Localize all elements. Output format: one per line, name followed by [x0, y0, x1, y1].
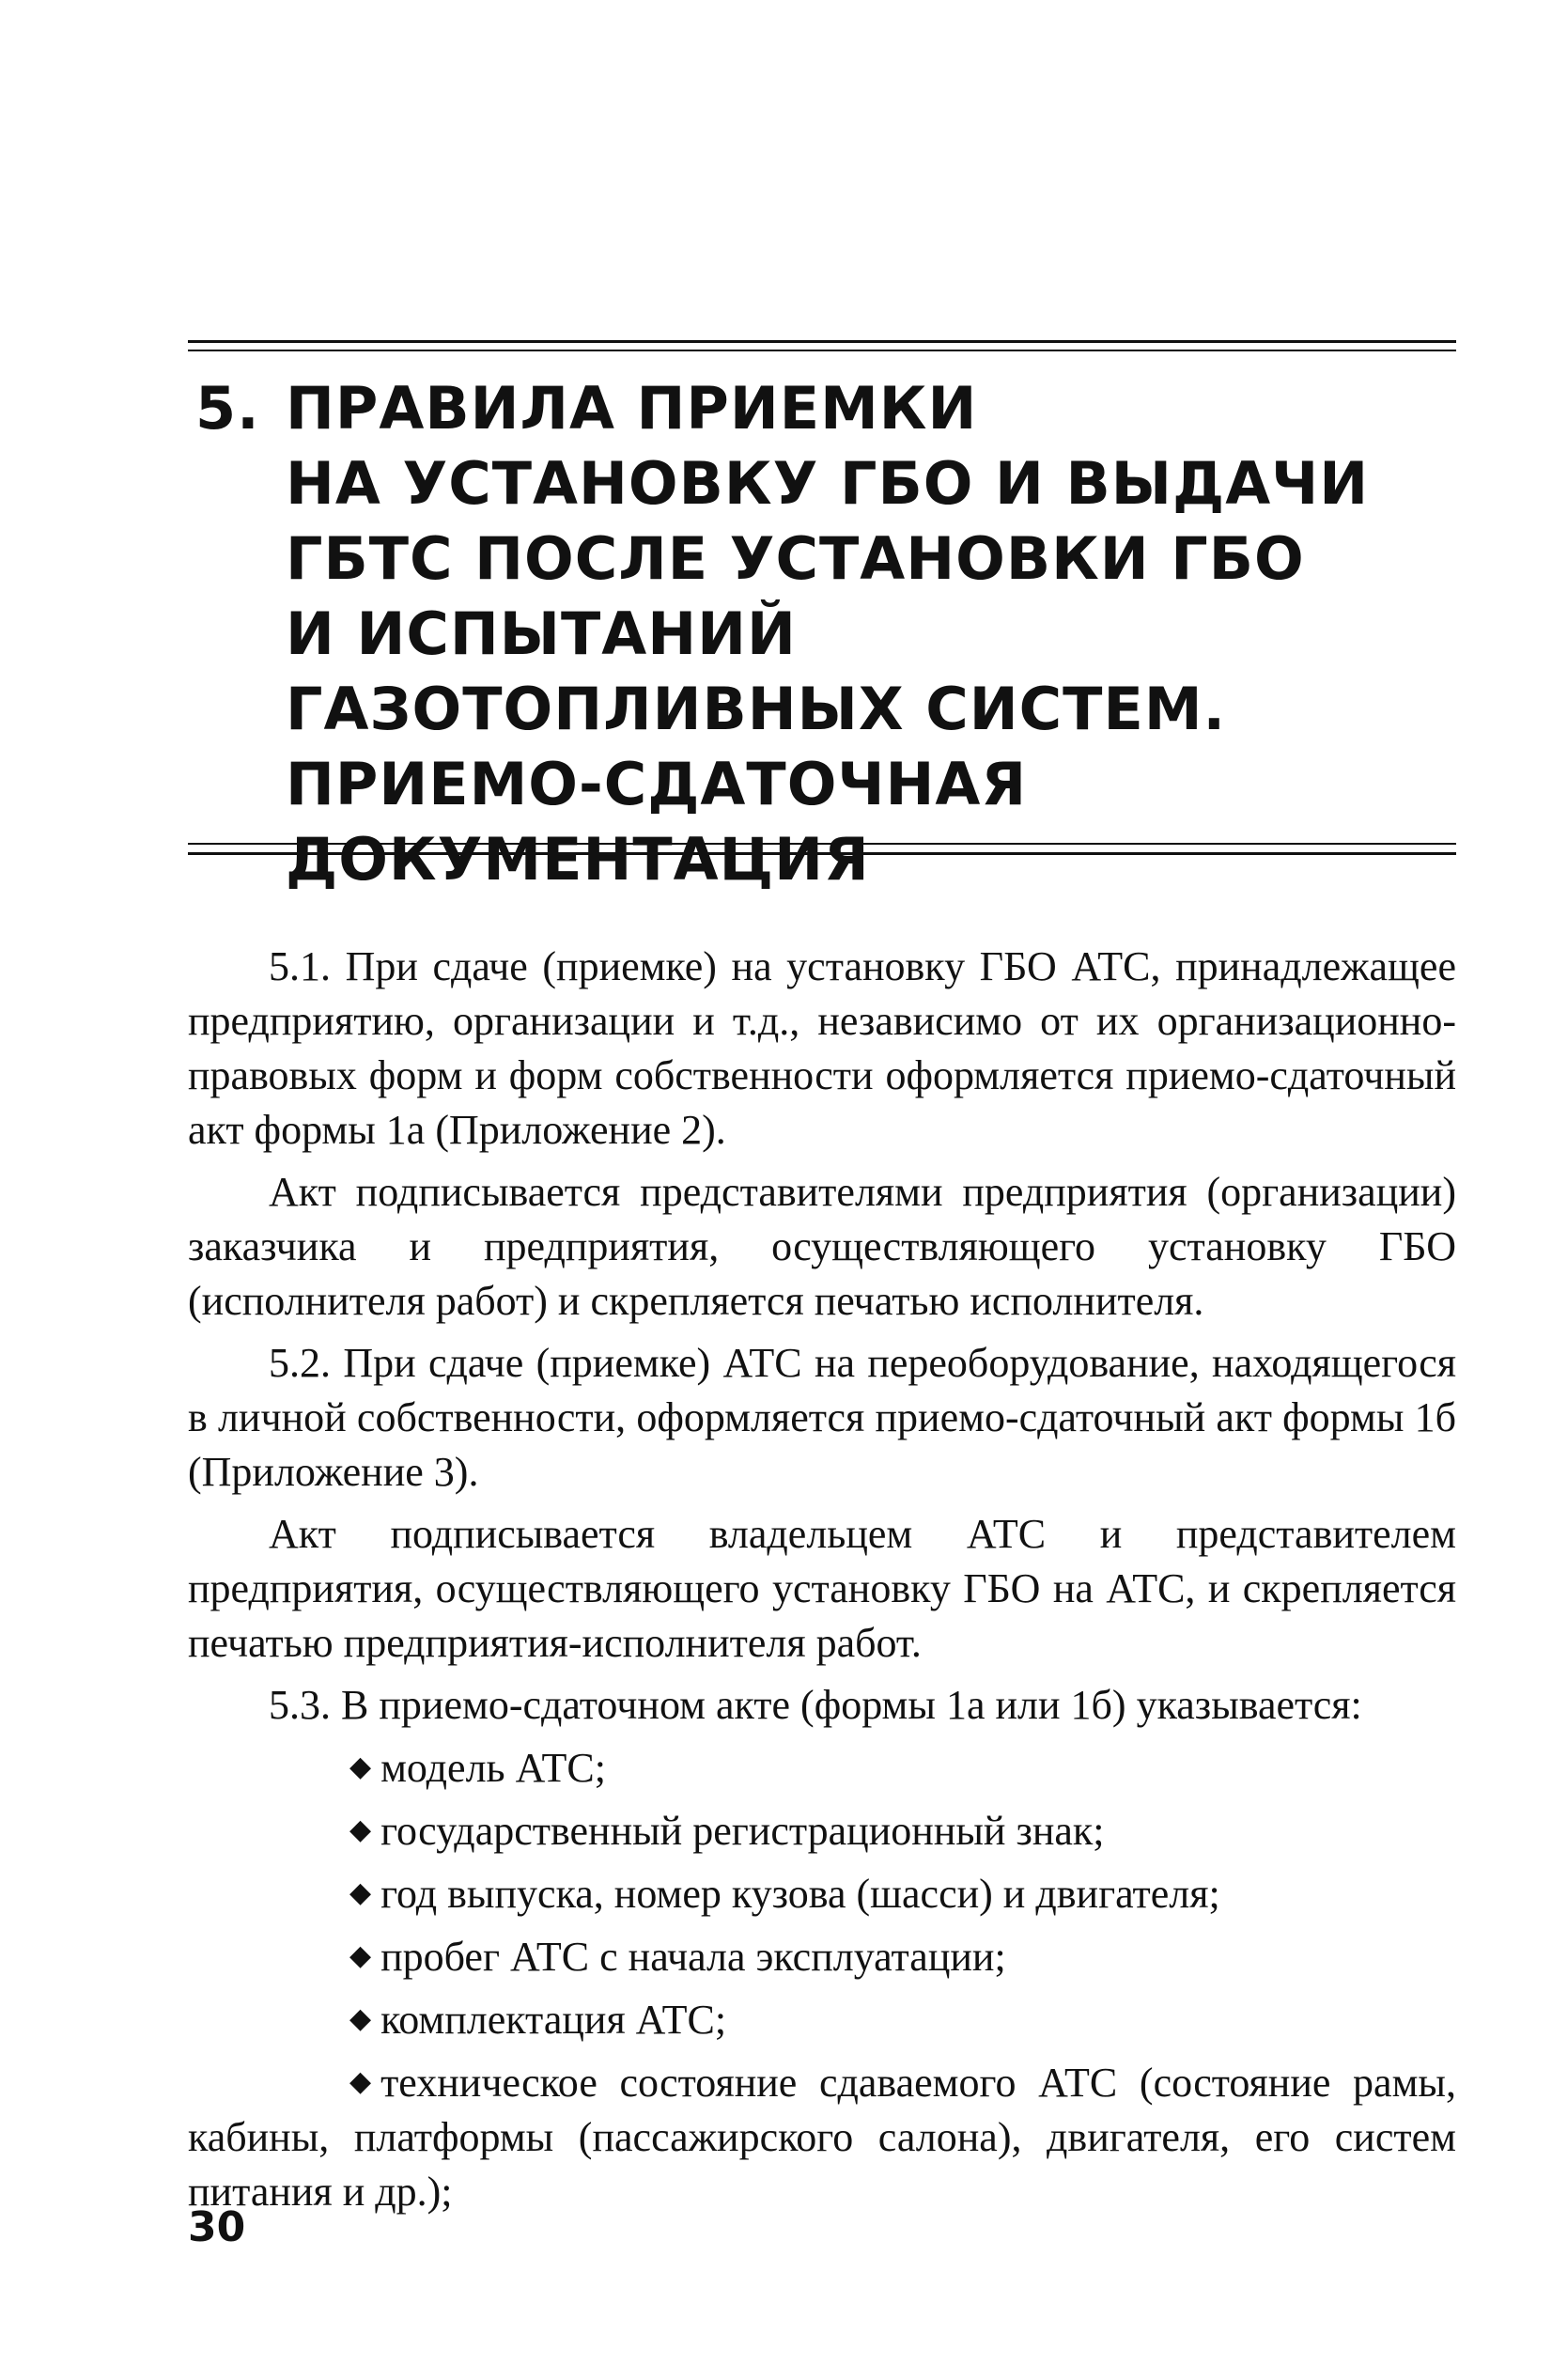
list-item: ◆ техническое состояние сдаваемого АТС (состояние рамы, кабины, платформы (пассажирского салона), двигателя, его систем питания и др.);	[188, 2055, 1456, 2219]
black-diamond-icon: ◆	[349, 1751, 372, 1782]
top-rule-thick	[188, 340, 1456, 343]
section-heading	[195, 371, 1454, 897]
body-text	[188, 940, 1456, 2227]
list-item: ◆ модель АТС;	[188, 1740, 1456, 1796]
bottom-rule-thin	[188, 843, 1456, 845]
black-diamond-icon: ◆	[349, 1940, 372, 1971]
bottom-rule-thick	[188, 852, 1456, 855]
heading-line-1: 5. ПРАВИЛА ПРИЕМКИ	[195, 371, 1454, 446]
list-item: ◆ пробег АТС с начала эксплуатации;	[188, 1929, 1456, 1984]
list-item: ◆ комплектация АТС;	[188, 1992, 1456, 2047]
heading-line-5: ГАЗОТОПЛИВНЫХ СИСТЕМ.	[286, 675, 1227, 743]
heading-line-2: НА УСТАНОВКУ ГБО И ВЫДАЧИ	[286, 449, 1370, 518]
page-number: 30	[188, 2203, 246, 2251]
heading-line-3: ГБТС ПОСЛЕ УСТАНОВКИ ГБО	[286, 524, 1305, 593]
black-diamond-icon: ◆	[349, 1877, 372, 1908]
list-item: ◆ государственный регистрационный знак;	[188, 1803, 1456, 1859]
top-rule-thin	[188, 350, 1456, 351]
black-diamond-icon: ◆	[349, 2003, 372, 2034]
heading-line-6: ПРИЕМО-СДАТОЧНАЯ	[286, 750, 1028, 818]
section-number: 5.	[195, 374, 260, 443]
black-diamond-icon: ◆	[349, 1814, 372, 1845]
paragraph-act-signing-2: Акт подписывается владельцем АТС и представителем предприятия, осуществляющего установку ГБО на АТС, и скрепляется печатью предприятия-исполнителя работ.	[188, 1511, 1456, 1666]
list-item: ◆ год выпуска, номер кузова (шасси) и двигателя;	[188, 1866, 1456, 1921]
paragraph-5-3: 5.3. В приемо-сдаточном акте (формы 1а или 1б) указывается:	[269, 1682, 1362, 1728]
paragraph-act-signing-1: Акт подписывается представителями предприятия (организации) заказчика и предприятия, осуществляющего установку ГБО (исполнителя работ) и скрепляется печатью исполнителя.	[188, 1169, 1456, 1324]
heading-line-4: И ИСПЫТАНИЙ	[286, 599, 797, 668]
heading-line-7: ДОКУМЕНТАЦИЯ	[286, 825, 870, 894]
black-diamond-icon: ◆	[349, 2066, 372, 2097]
paragraph-5-1: 5.1. При сдаче (приемке) на установку ГБО АТС, принадлежащее предприятию, организации и т.д., независимо от их организационно-правовых форм и форм собственности оформляется приемо-сдаточный акт формы 1а (Приложение 2).	[188, 943, 1456, 1153]
paragraph-5-2: 5.2. При сдаче (приемке) АТС на переоборудование, находящегося в личной собственности, оформляется приемо-сдаточный акт формы 1б (Приложение 3).	[188, 1340, 1456, 1495]
